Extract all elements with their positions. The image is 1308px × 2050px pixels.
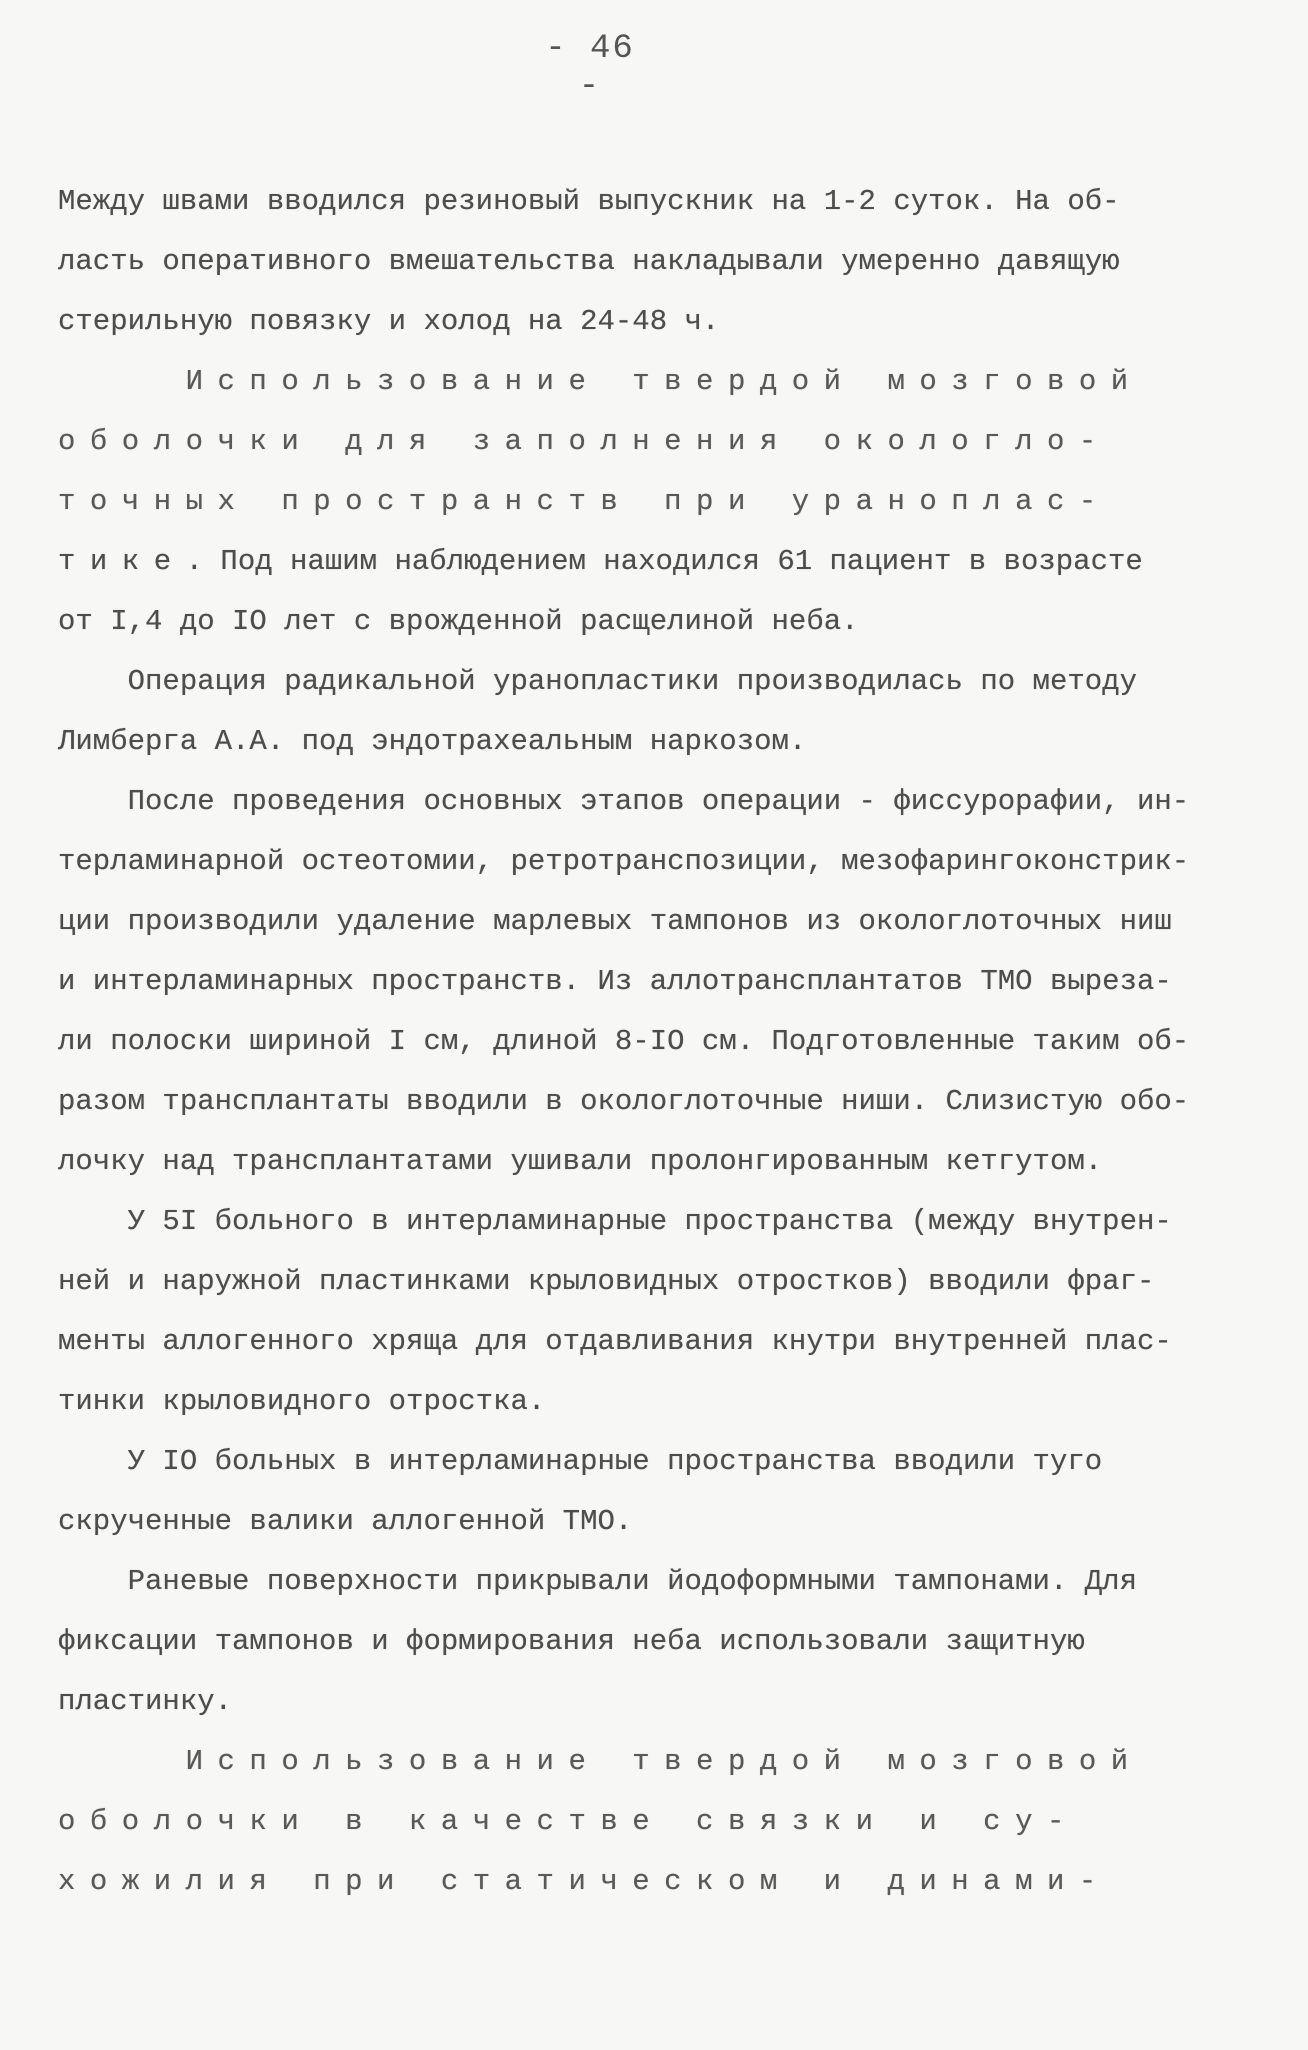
section-heading-line: оболочки для заполнения окологло- (58, 425, 1111, 458)
text-line: лочку над трансплантатами ушивали пролонгированным кетгутом. (58, 1145, 1103, 1178)
text-line: ней и наружной пластинками крыловидных отростков) вводили фраг- (58, 1265, 1155, 1298)
text-line: скрученные валики аллогенной ТМО. (58, 1505, 633, 1538)
text-line: ли полоски шириной I см, длиной 8-IO см. Подготовленные таким об- (58, 1025, 1190, 1058)
text-line: менты аллогенного хряща для отдавливания кнутри внутренней плас- (58, 1325, 1172, 1358)
text-line: терламинарной остеотомии, ретротранспозиции, мезофарингоконстрик- (58, 845, 1190, 878)
body-text (58, 172, 1258, 1912)
text-line: и интерламинарных пространств. Из аллотрансплантатов ТМО выреза- (58, 965, 1172, 998)
text-line: ции производили удаление марлевых тампонов из окологлоточных ниш (58, 905, 1172, 938)
text-line: стерильную повязку и холод на 24-48 ч. (58, 305, 720, 338)
text-line: Раневые поверхности прикрывали йодоформными тампонами. Для (58, 1565, 1137, 1598)
text-line: После проведения основных этапов операции - фиссурорафии, ин- (58, 785, 1190, 818)
section-heading-line: точных пространств при ураноплас- (58, 485, 1111, 518)
text-line: Операция радикальной уранопластики производилась по методу (58, 665, 1137, 698)
section-heading-tail: тике (58, 545, 186, 578)
text-line: пластинку. (58, 1685, 233, 1718)
page-number: - 46 - (545, 30, 635, 106)
text-line: Лимберга А.А. под эндотрахеальным наркозом. (58, 725, 807, 758)
text-line: ласть оперативного вмешательства накладывали умеренно давящую (58, 245, 1120, 278)
text-line: У IO больных в интерламинарные пространства вводили туго (58, 1445, 1103, 1478)
text-line (58, 532, 1258, 592)
section-heading-line: оболочки в качестве связки и су- (58, 1805, 1079, 1838)
text-line: Между швами вводился резиновый выпускник на 1-2 суток. На об- (58, 185, 1120, 218)
text-line: тинки крыловидного отростка. (58, 1385, 546, 1418)
text-line: от I,4 до IO лет с врожденной расщелиной неба. (58, 605, 859, 638)
text-line-rest: . Под нашим наблюдением находился 61 пациент в возрасте (185, 545, 1143, 578)
section-heading-line: хожилия при статическом и динами- (58, 1865, 1111, 1898)
section-heading-line: Использование твердой мозговой (58, 1745, 1143, 1778)
text-line: фиксации тампонов и формирования неба использовали защитную (58, 1625, 1085, 1658)
section-heading-line: Использование твердой мозговой (58, 365, 1143, 398)
text-line: разом трансплантаты вводили в окологлоточные ниши. Слизистую обо- (58, 1085, 1190, 1118)
text-line: У 5I больного в интерламинарные пространства (между внутрен- (58, 1205, 1172, 1238)
